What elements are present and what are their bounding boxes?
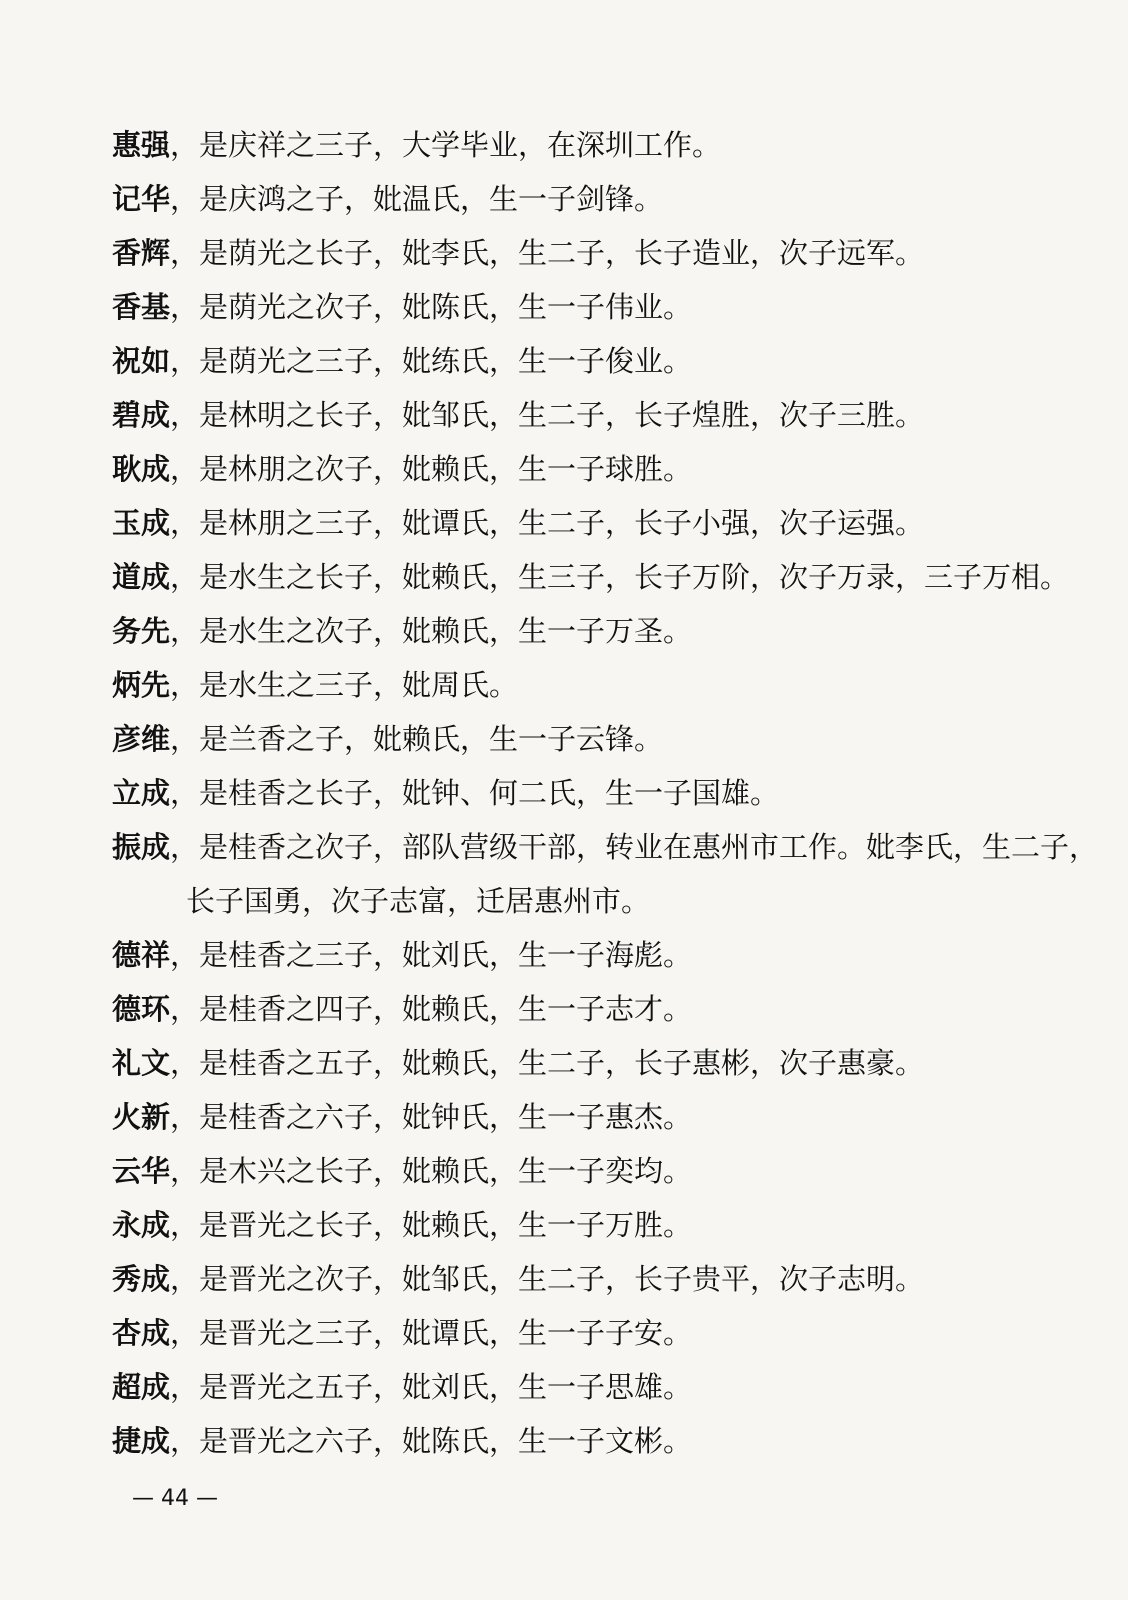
entry-text: ，是桂香之四子，妣赖氏，生一子志才。 (170, 992, 693, 1026)
genealogy-entries (112, 128, 1099, 1478)
entry (112, 128, 1072, 162)
entry (112, 830, 1099, 918)
entry (112, 398, 1072, 432)
entry-name: 超成 (112, 1370, 171, 1404)
entry (112, 1262, 1072, 1296)
entry-text: ，是林明之长子，妣邹氏，生二子，长子煌胜，次子三胜。 (170, 398, 925, 432)
entry (112, 182, 1072, 216)
entry (112, 506, 1072, 540)
page-number: — 44 — (132, 1486, 218, 1511)
entry-name: 碧成 (112, 398, 171, 432)
entry-name: 火新 (112, 1100, 171, 1134)
entry (112, 1370, 1072, 1404)
entry-name: 玉成 (112, 506, 171, 540)
entry-text: ，是林朋之次子，妣赖氏，生一子球胜。 (170, 452, 693, 486)
entry-text: ，是晋光之六子，妣陈氏，生一子文彬。 (170, 1424, 693, 1458)
entry-text: ，是荫光之长子，妣李氏，生二子，长子造业，次子远军。 (170, 236, 925, 270)
entry-text: ，是晋光之长子，妣赖氏，生一子万胜。 (170, 1208, 693, 1242)
entry-text: ，是林朋之三子，妣谭氏，生二子，长子小强，次子运强。 (170, 506, 925, 540)
entry (112, 776, 1072, 810)
entry-text: ，是兰香之子，妣赖氏，生一子云锋。 (170, 722, 664, 756)
entry-name: 杏成 (112, 1316, 171, 1350)
entry (112, 938, 1072, 972)
entry (112, 722, 1072, 756)
entry (112, 1316, 1072, 1350)
entry (112, 1154, 1072, 1188)
entry-name: 务先 (112, 614, 171, 648)
entry-text: ，是桂香之五子，妣赖氏，生二子，长子惠彬，次子惠豪。 (170, 1046, 925, 1080)
entry (112, 290, 1072, 324)
entry-name: 香辉 (112, 236, 171, 270)
entry-name: 彦维 (112, 722, 171, 756)
entry-continuation: 长子国勇，次子志富，迁居惠州市。 (186, 884, 651, 918)
entry-name: 礼文 (112, 1046, 171, 1080)
entry-name: 云华 (112, 1154, 171, 1188)
entry (112, 452, 1072, 486)
entry-name: 立成 (112, 776, 171, 810)
entry-text: ，是庆鸿之子，妣温氏，生一子剑锋。 (170, 182, 664, 216)
entry-name: 惠强 (112, 128, 171, 162)
entry-text: ，是桂香之三子，妣刘氏，生一子海彪。 (170, 938, 693, 972)
entry-text: ，是庆祥之三子，大学毕业，在深圳工作。 (170, 128, 722, 162)
entry (112, 668, 1072, 702)
entry-text: ，是桂香之次子，部队营级干部，转业在惠州市工作。妣李氏，生二子， (170, 830, 1099, 864)
entry-name: 祝如 (112, 344, 171, 378)
entry (112, 560, 1072, 594)
entry-name: 香基 (112, 290, 171, 324)
entry (112, 344, 1072, 378)
entry-text: ，是桂香之长子，妣钟、何二氏，生一子国雄。 (170, 776, 780, 810)
entry-name: 炳先 (112, 668, 171, 702)
entry-text: ，是桂香之六子，妣钟氏，生一子惠杰。 (170, 1100, 693, 1134)
entry-text: ，是水生之三子，妣周氏。 (170, 668, 519, 702)
entry-name: 德环 (112, 992, 171, 1026)
entry-text: ，是晋光之三子，妣谭氏，生一子子安。 (170, 1316, 693, 1350)
entry (112, 1424, 1072, 1458)
entry-name: 振成 (112, 830, 171, 864)
entry (112, 236, 1072, 270)
entry-name: 德祥 (112, 938, 171, 972)
entry-name: 捷成 (112, 1424, 171, 1458)
entry-text: ，是晋光之五子，妣刘氏，生一子思雄。 (170, 1370, 693, 1404)
entry (112, 1046, 1072, 1080)
entry-text: ，是水生之次子，妣赖氏，生一子万圣。 (170, 614, 693, 648)
entry-text: ，是晋光之次子，妣邹氏，生二子，长子贵平，次子志明。 (170, 1262, 925, 1296)
entry-name: 记华 (112, 182, 171, 216)
entry-text: ，是荫光之次子，妣陈氏，生一子伟业。 (170, 290, 693, 324)
entry (112, 614, 1072, 648)
entry-name: 道成 (112, 560, 171, 594)
entry (112, 1100, 1072, 1134)
entry-name: 秀成 (112, 1262, 171, 1296)
entry-text: ，是木兴之长子，妣赖氏，生一子奕均。 (170, 1154, 693, 1188)
entry-text: ，是荫光之三子，妣练氏，生一子俊业。 (170, 344, 693, 378)
entry-name: 耿成 (112, 452, 171, 486)
entry-name: 永成 (112, 1208, 171, 1242)
entry (112, 1208, 1072, 1242)
entry-text: ，是水生之长子，妣赖氏，生三子，长子万阶，次子万录，三子万相。 (170, 560, 1070, 594)
entry (112, 992, 1072, 1026)
